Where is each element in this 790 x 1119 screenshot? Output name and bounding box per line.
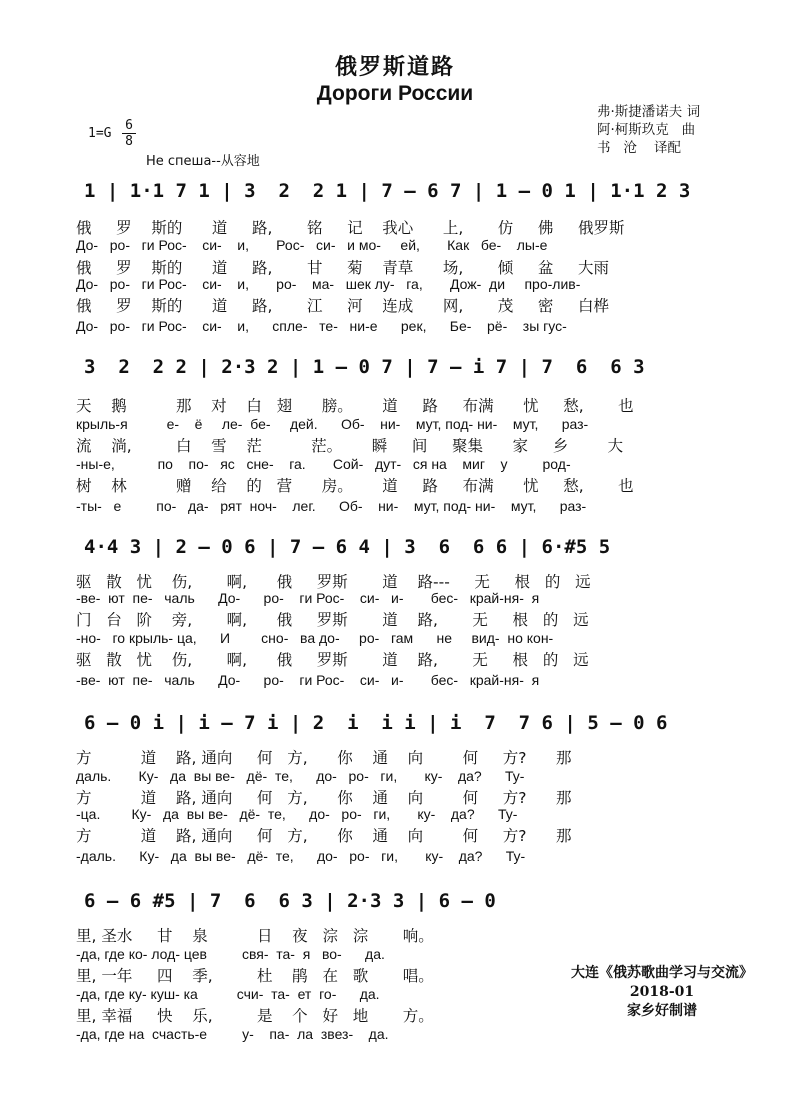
lyric-4-3: 方 道 路, 通向 何 方, 你 通 向 何 方? 那 [76, 789, 572, 807]
staff-1 [76, 170, 742, 214]
key-signature: 1=G [88, 126, 112, 141]
lyric-2-5: 树 林 赠 给 的 营 房。 道 路 布满 忧 愁, 也 [76, 477, 634, 495]
staff-5 [76, 880, 742, 924]
lyric-3-1: 驱 散 忧 伤, 啊, 俄 罗斯 道 路--- 无 根 的 远 [76, 573, 591, 591]
lyric-1-4: До- ро- ги Рос- си- и, ро- ма- шек лу- га, Дож- ди про-лив- [76, 276, 581, 292]
time-top: 6 [125, 118, 133, 133]
lyric-4-5: 方 道 路, 通向 何 方, 你 通 向 何 方? 那 [76, 827, 572, 845]
lyric-3-2: -ве- ют пе- чаль До- ро- ги Рос- си- и- бес- край-ня- я [76, 590, 540, 606]
lyric-1-3: 俄 罗 斯的 道 路, 甘 菊 青草 场, 倾 盆 大雨 [76, 259, 610, 277]
lyric-5-6: -да, где на счасть-е у- па- ла звез- да. [76, 1026, 389, 1042]
lyric-1-1: 俄 罗 斯的 道 路, 铭 记 我心 上, 仿 佛 俄罗斯 [76, 219, 625, 237]
footer-line-2: 2018-01 [629, 984, 695, 1000]
lyric-2-3: 流 淌, 白 雪 茫 茫。 瞬 间 聚集 家 乡 大 [76, 437, 624, 455]
system-1 [76, 170, 742, 334]
system-3 [76, 526, 742, 688]
lyric-3-3: 门 台 阶 旁, 啊, 俄 罗斯 道 路, 无 根 的 远 [76, 611, 589, 629]
notes-4: 6 – 0 i | i – 7 i | 2 i i i | i 7 7 6 | 5 – 0 6 [84, 712, 668, 734]
lyric-5-4: -да, где ку- куш- ка счи- та- ет го- да. [76, 986, 380, 1002]
lyric-4-6: -даль. Ку- да вы ве- дё- те, до- ро- ги, ку- да? Ту- [76, 848, 526, 864]
lyric-4-2: даль. Ку- да вы ве- дё- те, до- ро- ги, ку- да? Ту- [76, 768, 525, 784]
title-russian: Дороги России [316, 82, 474, 105]
credit-composer: 阿·柯斯玖克 曲 [597, 122, 696, 138]
title-chinese: 俄罗斯道路 [334, 54, 455, 80]
lyric-1-2: До- ро- ги Рос- си- и, Рос- си- и мо- ей, Как бе- лы-е [76, 237, 548, 253]
time-signature [122, 118, 136, 149]
lyric-2-4: -ны-е, по по- яс сне- га. Сой- дут- ся на миг у род- [76, 456, 571, 472]
staff-3 [76, 526, 742, 570]
lyric-5-1: 里, 圣水 甘 泉 日 夜 淙 淙 响。 [76, 927, 434, 945]
footer-line-1: 大连《俄苏歌曲学习与交流》 [571, 965, 753, 981]
lyric-1-6: До- ро- ги Рос- си- и, спле- те- ни-е рек, Бе- рё- зы гус- [76, 318, 567, 334]
notes-5: 6 – 6 #5 | 7 6 6 3 | 2·3 3 | 6 – 0 [84, 890, 496, 912]
notes-2: 3 2 2 2 | 2·3 2 | 1 – 0 7 | 7 – i 7 | 7 6 6 3 [84, 356, 645, 378]
staff-4 [76, 702, 742, 746]
footer-line-3: 家乡好制谱 [627, 1003, 697, 1019]
system-4 [76, 702, 742, 864]
lyric-4-1: 方 道 路, 通向 何 方, 你 通 向 何 方? 那 [76, 749, 572, 767]
lyric-3-6: -ве- ют пе- чаль До- ро- ги Рос- си- и- бес- край-ня- я [76, 672, 540, 688]
lyric-4-4: -ца. Ку- да вы ве- дё- те, до- ро- ги, ку- да? Ту- [76, 806, 518, 822]
lyric-2-6: -ты- е по- да- рят ноч- лег. Об- ни- мут, под- ни- мут, раз- [76, 498, 587, 514]
tempo-marking: Не спеша--从容地 [146, 154, 260, 169]
credit-lyricist: 弗·斯捷潘诺夫 词 [597, 104, 701, 120]
notes-1: 1 | 1·1 7 1 | 3 2 2 1 | 7 – 6 7 | 1 – 0 1 | 1·1 2 3 [84, 180, 691, 202]
lyric-5-3: 里, 一年 四 季, 杜 鹃 在 歌 唱。 [76, 967, 434, 985]
time-bottom: 8 [122, 133, 136, 149]
lyric-1-5: 俄 罗 斯的 道 路, 江 河 连成 网, 茂 密 白桦 [76, 297, 610, 315]
lyric-5-2: -да, где ко- лод- цев свя- та- я во- да. [76, 946, 385, 962]
lyric-2-1: 天 鹅 那 对 白 翅 膀。 道 路 布满 忧 愁, 也 [76, 397, 634, 415]
system-2 [76, 346, 742, 514]
lyric-3-5: 驱 散 忧 伤, 啊, 俄 罗斯 道 路, 无 根 的 远 [76, 651, 589, 669]
lyric-5-5: 里, 幸福 快 乐, 是 个 好 地 方。 [76, 1007, 434, 1025]
lyric-3-4: -но- го крыль- ца, И сно- ва до- ро- гам не вид- но кон- [76, 630, 554, 646]
credit-translator: 书 沧 译配 [597, 140, 682, 156]
credits [597, 103, 700, 157]
footer-credit [552, 964, 772, 1021]
staff-2 [76, 346, 742, 390]
lyric-2-2: крыль-я е- ё ле- бе- дей. Об- ни- мут, под- ни- мут, раз- [76, 416, 589, 432]
notes-3: 4·4 3 | 2 – 0 6 | 7 – 6 4 | 3 6 6 6 | 6·#5 5 [84, 536, 611, 558]
